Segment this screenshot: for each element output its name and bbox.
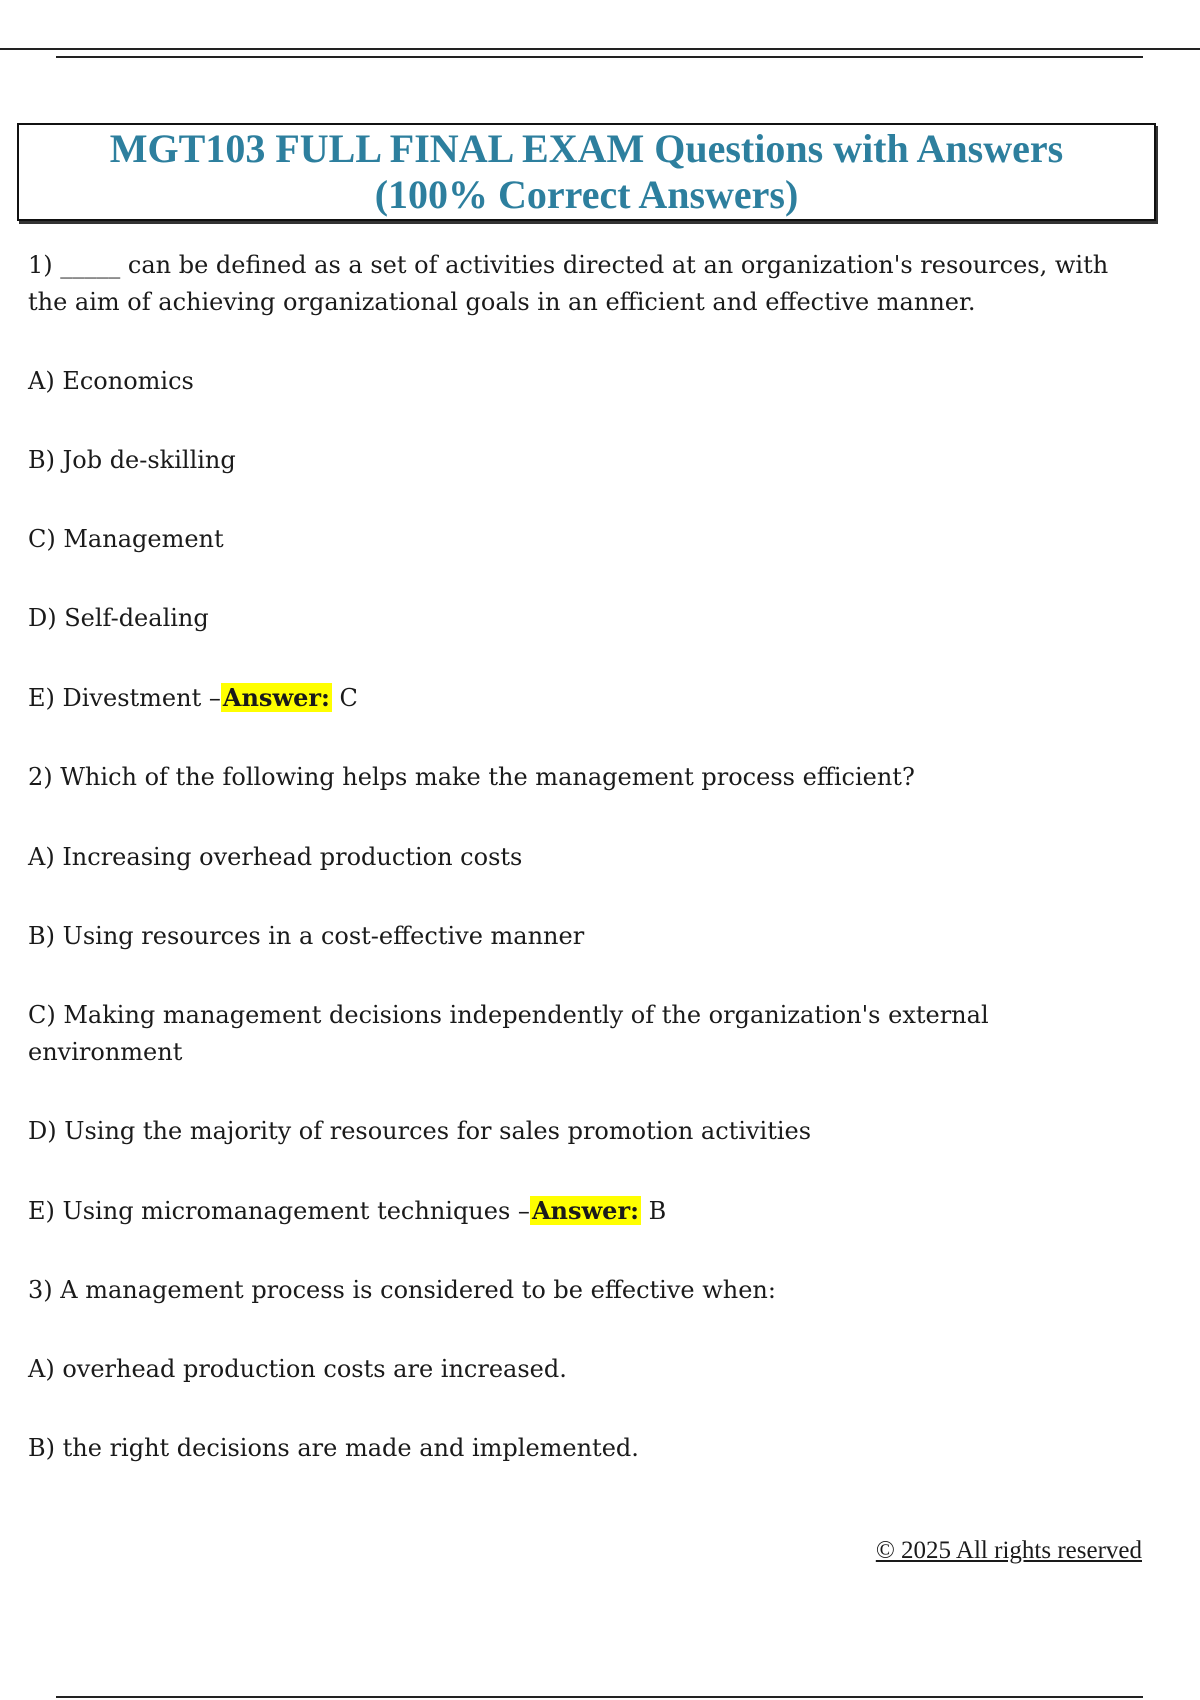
question-2-option-b: B) Using resources in a cost-effective manner xyxy=(28,922,585,950)
question-2-answer-separator: – xyxy=(510,1197,530,1225)
question-2-option-c: C) Making management decisions independently of the organization's external environment xyxy=(28,1001,989,1066)
question-1-option-d: D) Self-dealing xyxy=(28,604,209,632)
question-1-option-a: A) Economics xyxy=(28,367,194,395)
header-rule-inner xyxy=(56,56,1143,58)
document-title-line-1: MGT103 FULL FINAL EXAM Questions with Answers xyxy=(109,126,1064,171)
question-1-option-b: B) Job de-skilling xyxy=(28,446,236,474)
question-1-answer-label: Answer: xyxy=(222,683,330,712)
question-2-option-e-line xyxy=(28,1192,1148,1230)
question-3-stem: 3) A management process is considered to be effective when: xyxy=(28,1276,776,1304)
question-2-answer-value: B xyxy=(648,1197,667,1225)
question-2-option-a: A) Increasing overhead production costs xyxy=(28,843,523,871)
footer-rule xyxy=(56,1696,1143,1698)
question-3-option-b: B) the right decisions are made and implemented. xyxy=(28,1434,639,1462)
question-1-answer-separator: – xyxy=(201,684,221,712)
question-2-option-d: D) Using the majority of resources for sales promotion activities xyxy=(28,1117,812,1145)
question-1-option-c: C) Management xyxy=(28,525,224,553)
question-1-answer-value: C xyxy=(339,684,358,712)
document-title-line-2: (100% Correct Answers) xyxy=(374,172,799,217)
question-1-stem: 1) _____ can be defined as a set of activities directed at an organization's resources, with the aim of achieving organizational goals in an efficient and effective manner. xyxy=(28,251,1109,316)
questions-content xyxy=(28,247,1148,1467)
question-2-option-e: E) Using micromanagement techniques xyxy=(28,1197,511,1225)
question-2-answer-label: Answer: xyxy=(531,1196,639,1225)
question-1-option-e: E) Divestment xyxy=(28,684,202,712)
question-2-stem: 2) Which of the following helps make the management process efficient? xyxy=(28,763,915,791)
header-rule-outer xyxy=(0,48,1200,50)
question-3-option-a: A) overhead production costs are increased. xyxy=(28,1355,567,1383)
question-1-option-e-line xyxy=(28,679,1148,717)
copyright-footer: © 2025 All rights reserved xyxy=(875,1537,1142,1564)
title-box xyxy=(17,123,1156,221)
